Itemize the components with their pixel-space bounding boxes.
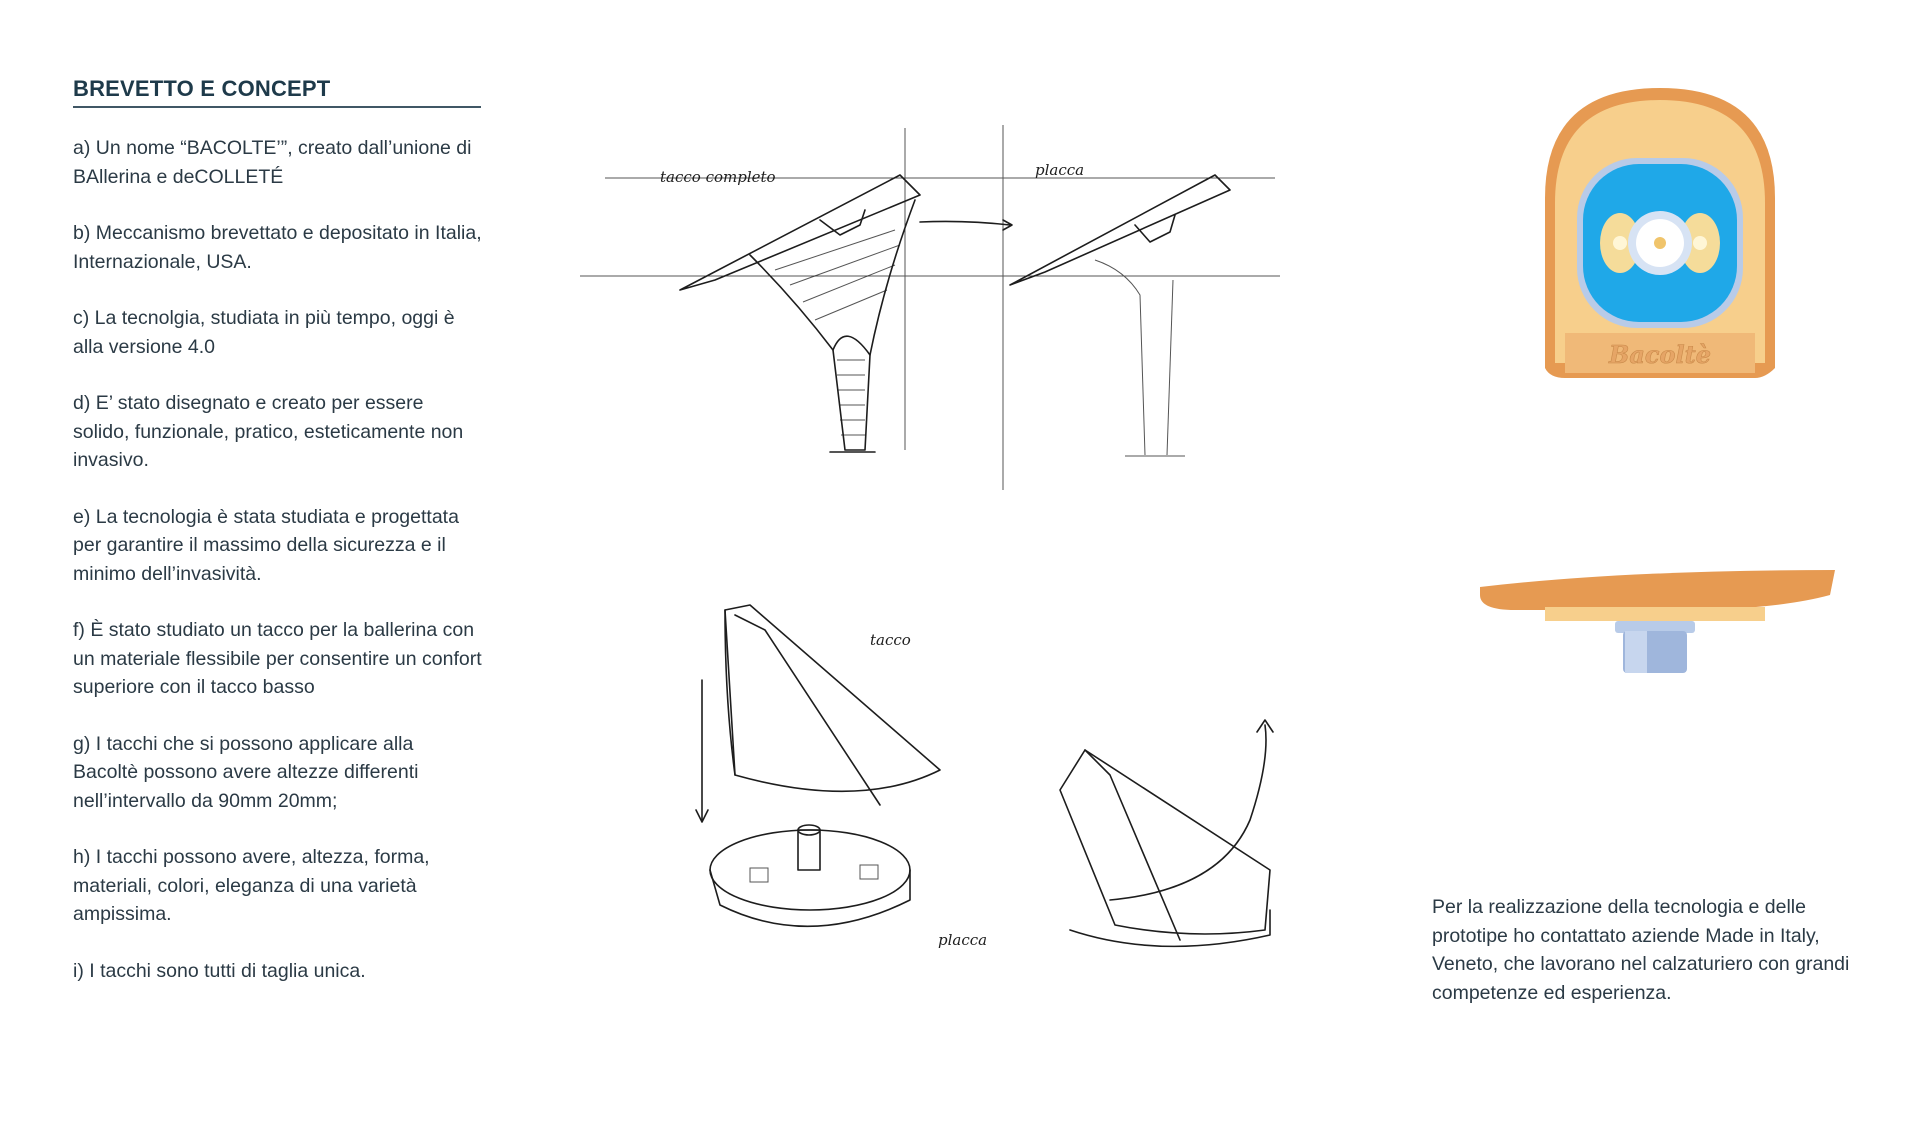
list-item-e: e) La tecnologia è stata studiata e progettata per garantire il massimo della sicurezza e il minimo dell’invasività. — [73, 505, 459, 585]
heel-rotation-sketch — [1040, 710, 1300, 980]
list-item-i: i) I tacchi sono tutti di taglia unica. — [73, 959, 366, 982]
list-item-f: f) È stato studiato un tacco per la ballerina con un materiale flessibile per consentire un confort superiore con il tacco basso — [73, 619, 482, 698]
render-brand-logo: Bacoltè — [1609, 340, 1711, 369]
section-title: BREVETTO E CONCEPT — [73, 76, 331, 101]
sketch-label-plate-top: placca — [1035, 161, 1085, 179]
sketch-label-plate-bottom: placca — [938, 931, 988, 949]
list-item-h: h) I tacchi possono avere, altezza, forma, materiali, colori, eleganza di una varietà ampissima. — [73, 846, 430, 925]
sketch-label-full-heel: tacco completo — [660, 168, 776, 186]
heel-plate-exploded-sketch — [690, 600, 990, 980]
left-column — [73, 76, 483, 1013]
list-item-g: g) I tacchi che si possono applicare alla Bacoltè possono avere altezze differenti nell’intervallo da 90mm 20mm; — [73, 732, 419, 812]
concept-list — [73, 134, 483, 985]
render-top-view — [1535, 78, 1785, 418]
manufacturing-paragraph: Per la realizzazione della tecnologia e delle prototipe ho contattato aziende Made in Italy, Veneto, che lavorano nel calzaturiero con grandi competenze ed esperienza. — [1432, 896, 1850, 1004]
list-item-d: d) E’ stato disegnato e creato per essere solido, funzionale, pratico, esteticamente non invasivo. — [73, 392, 464, 471]
sketch-label-heel: tacco — [870, 631, 911, 649]
title-underline — [73, 106, 481, 108]
list-item-a: a) Un nome “BACOLTE’”, creato dall’unione di BAllerina e deCOLLETÉ — [73, 137, 472, 188]
render-side-view — [1475, 565, 1840, 685]
heel-profile-sketch — [575, 120, 1295, 500]
list-item-c: c) La tecnolgia, studiata in più tempo, oggi è alla versione 4.0 — [73, 307, 455, 358]
list-item-b: b) Meccanismo brevettato e depositato in Italia, Internazionale, USA. — [73, 222, 482, 273]
